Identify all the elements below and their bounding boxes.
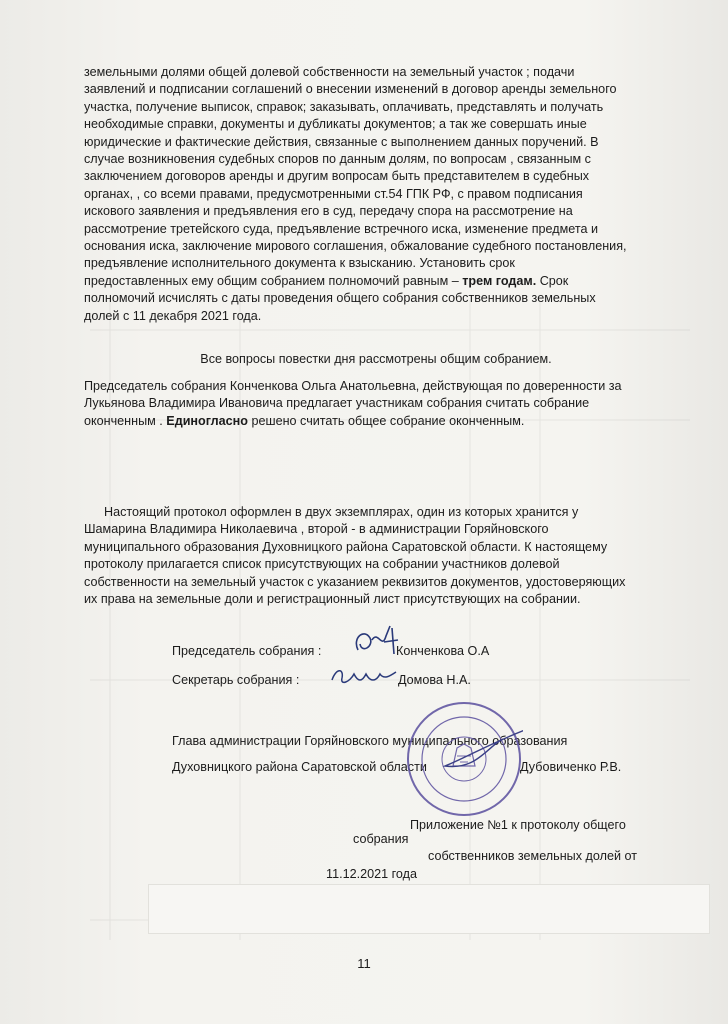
text-line: земельными долями общей долевой собственности на земельный участок ; подачи [84,65,575,79]
text-line: юридические и фактические действия, связанные с выполнением данных поручений. В [84,134,599,149]
text-line: оконченным . Единогласно решено считать общее собрание оконченным. [84,413,525,428]
all-questions-line: Все вопросы повестки дня рассмотрены общим собранием. [200,352,552,366]
text-line: Лукьянова Владимира Ивановича предлагает участникам собрания считать собрание [84,396,590,411]
bottom-blank-box [148,884,710,934]
head-line1: Глава администрации Горяйновского муниципального образования [172,734,568,748]
chair-signature [348,620,408,664]
head-name: Дубовиченко Р.В. [520,760,622,774]
text-line: собственности на земельный участок с указанием реквизитов документов, удостоверяющих [84,574,626,589]
secretary-signature [328,662,400,690]
text-line: основания иска, заключение мирового соглашения, обжалование судебного постановления, [84,239,627,254]
appendix-line2-end: собственников земельных долей от [428,849,637,863]
secretary-name: Домова Н.А. [398,673,471,687]
text-line: Председатель собрания Конченкова Ольга Анатольевна, действующая по доверенности за [84,379,622,393]
text-line: органах, , со всеми правами, предусмотренными ст.54 ГПК РФ, с правом подписания [84,186,583,201]
appendix-line1: Приложение №1 к протоколу общего [410,818,626,832]
text-line: протоколу прилагается список присутствующих на собрании участников долевой [84,557,560,572]
text-line: участка, получение выписок, справок; заказывать, оплачивать, представлять и получать [84,99,604,114]
text-line: случае возникновения судебных споров по данным долям, по вопросам , связанным с [84,152,591,167]
appendix-date: 11.12.2021 года [326,867,417,881]
text-line: Настоящий протокол оформлен в двух экземплярах, один из которых хранится у [104,505,579,519]
text-line: их права на земельные доли и регистрационный лист присутствующих на собрании. [84,592,581,607]
appendix-line2-start: собрания [353,832,409,846]
text-line: необходимые справки, документы и дубликаты документов; а так же совершать иные [84,117,587,132]
text-line: предъявление исполнительного документа к взысканию. Установить срок [84,256,515,271]
text-line: долей с 11 декабря 2021 года. [84,308,262,323]
text-line: полномочий исчислять с даты проведения общего собрания собственников земельных [84,291,596,306]
chair-name: Конченкова О.А [396,644,490,658]
text-line: предоставленных ему общим собранием полномочий равным – трем годам. Срок [84,273,569,288]
page-number: 11 [357,956,371,971]
chair-label: Председатель собрания : [172,644,322,658]
text-line: заключением договоров аренды и другим вопросам быть представителем в судебных [84,169,590,184]
paragraph-protocol-copies [104,504,668,521]
official-stamp-icon [405,700,523,818]
text-line: заявлений и подписании соглашений о внесении изменений в договор аренды земельного [84,82,617,97]
head-line2: Духовницкого района Саратовской области [172,760,427,774]
paragraph-powers [84,64,668,325]
text-line: Шамарина Владимира Николаевича , второй - в администрации Горяйновского [84,522,549,537]
paragraph-protocol-copies-cont [84,521,668,608]
text-line: рассмотрение третейского суда, предъявление встречного иска, изменение предмета и [84,221,599,236]
paragraph-chair-proposal [84,378,668,430]
text-line: искового заявления и предъявления его в суд, передачу спора на рассмотрение на [84,204,573,219]
secretary-label: Секретарь собрания : [172,673,300,687]
text-line: муниципального образования Духовницкого района Саратовской области. К настоящему [84,539,608,554]
